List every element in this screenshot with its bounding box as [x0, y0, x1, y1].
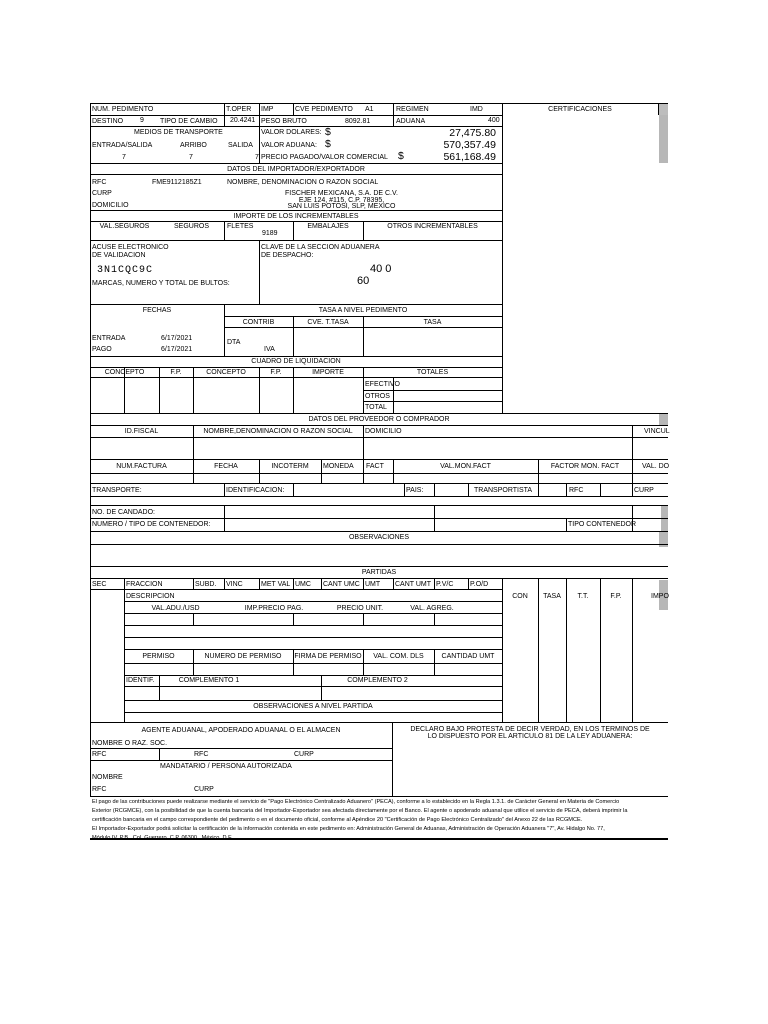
imp-precio-label: IMP.PRECIO PAG.	[244, 605, 304, 612]
domicilio-line2: SAN LUIS POTOSI, SLP, MEXICO	[287, 203, 396, 210]
entrada-salida-value: 7	[122, 154, 126, 161]
proveedor-nombre-label: NOMBRE,DENOMINACION O RAZON SOCIAL	[203, 428, 353, 435]
nombre-raz-label: NOMBRE O RAZ. SOC.	[92, 740, 168, 747]
complemento1-label: COMPLEMENTO 1	[178, 677, 240, 684]
arribo-label: ARRIBO	[180, 142, 207, 149]
fp-label: F.P.	[170, 369, 182, 376]
val-dolares-label: VAL. DO	[642, 463, 670, 470]
seguros-label: SEGUROS	[173, 223, 209, 230]
val-mon-fact-label: VAL.MON.FACT	[440, 463, 491, 470]
totales-label: TOTALES	[416, 369, 449, 376]
importe-label: IMPORTE	[312, 369, 344, 376]
peso-bruto-value: 8092.81	[345, 118, 371, 125]
valor-aduana-label: VALOR ADUANA:	[261, 142, 317, 149]
transporte-rfc-label: RFC	[569, 487, 584, 494]
liquidacion-section-title: CUADRO DE LIQUIDACION	[251, 358, 341, 365]
met-val-label: MET VAL	[261, 581, 291, 588]
dta-label: DTA	[227, 339, 241, 346]
clave-label-2: DE DESPACHO:	[261, 252, 314, 259]
fp-label-2: F.P.	[270, 369, 282, 376]
t-oper-value: IMP	[261, 106, 274, 113]
arribo-value: 7	[189, 154, 193, 161]
pod-label: P.O/D	[470, 581, 489, 588]
subd-label: SUBD.	[195, 581, 217, 588]
cve-tasa-label: CVE. T.TASA	[307, 319, 349, 326]
fletes-label: FLETES	[227, 223, 254, 230]
legal-line: El pago de las contribuciones puede realizarse mediante el servicio de "Pago Electrónico Centralizado Aduanero" (PECA), conforme a lo establecido en la Regla 1.3.1. de Carácter General en Materia de Comercio	[92, 799, 620, 805]
declaro-line1: DECLARO BAJO PROTESTA DE DECIR VERDAD, EN LOS TERMINOS DE	[410, 726, 650, 733]
certificaciones-label: CERTIFICACIONES	[548, 106, 612, 113]
factor-mon-fact-label: FACTOR MON. FACT	[550, 463, 620, 470]
legal-line: El Importador-Exportador podrá solicitar la certificación de la información contenida en este pedimento en: Administración General de Aduanas, Administración de Operación Aduanera "7", Av. Hidalgo No. 77,	[92, 826, 605, 832]
rfc-label: RFC	[92, 179, 107, 186]
acuse-label-2: DE VALIDACION	[92, 252, 146, 259]
obs-partida-label: OBSERVACIONES A NIVEL PARTIDA	[253, 703, 373, 710]
declaro-line2: LO DISPUESTO POR EL ARTICULO 81 DE LA LEY ADUANERA:	[427, 733, 633, 740]
iva-label: IVA	[264, 346, 275, 353]
proveedor-domicilio-label: DOMICILIO	[365, 428, 402, 435]
nombre-label: NOMBRE, DENOMINACION O RAZON SOCIAL	[227, 179, 379, 186]
tasa-col-label: TASA	[423, 319, 442, 326]
entrada-salida-label: ENTRADA/SALIDA	[92, 142, 153, 149]
concepto-label: CONCEPTO	[104, 369, 145, 376]
pais-label: PAIS:	[406, 487, 424, 494]
partida-tasa-label: TASA	[543, 593, 561, 600]
cve-pedimento-label: CVE PEDIMENTO	[295, 106, 353, 113]
salida-value: 7	[255, 154, 259, 161]
gray-edge	[659, 103, 668, 115]
observaciones-label: OBSERVACIONES	[348, 534, 410, 541]
identificacion-label: IDENTIFICACION:	[226, 487, 285, 494]
pago-value: 6/17/2021	[161, 346, 193, 353]
cve-pedimento-value: A1	[365, 106, 374, 113]
pvc-label: P.V/C	[436, 581, 454, 588]
vinculacion-label: VINCUL	[644, 428, 670, 435]
marcas-label: MARCAS, NUMERO Y TOTAL DE BULTOS:	[92, 280, 230, 287]
clave-label: CLAVE DE LA SECCION ADUANERA	[261, 244, 380, 251]
otros-incrementables-label: OTROS INCREMENTABLES	[387, 223, 478, 230]
fact-label: FACT	[366, 463, 384, 470]
legal-line: Exterior (RCGMCE), con la posibilidad de que la cuenta bancaria del Importador-Exportador sea afectada directamente por el Banco. El agente o apoderado aduanal que utilice el servicio de PECA, deberá imprimir la	[92, 808, 628, 814]
agente-rfc-label-2: RFC	[194, 751, 209, 758]
razon-social-value: FISCHER MEXICANA, S.A. DE C.V.	[285, 190, 398, 197]
efectivo-label: EFECTIVO	[365, 381, 401, 388]
firma-permiso-label: FIRMA DE PERMISO	[294, 653, 362, 660]
valor-dolares-label: VALOR DOLARES:	[261, 129, 322, 136]
acuse-value: 3N1CQC9C	[97, 265, 154, 276]
incoterm-label: INCOTERM	[271, 463, 309, 470]
regimen-label: REGIMEN	[396, 106, 429, 113]
mandatario-rfc-label: RFC	[92, 786, 107, 793]
bultos-value: 60	[357, 275, 370, 287]
agente-title: AGENTE ADUANAL, APODERADO ADUANAL O EL ALMACEN	[141, 727, 341, 734]
destino-label: DESTINO	[92, 118, 124, 125]
num-factura-label: NUM.FACTURA	[116, 463, 167, 470]
dollar-sign: $	[325, 138, 331, 150]
fecha-label: FECHA	[214, 463, 238, 470]
precio-pagado-value: 561,168.49	[443, 151, 496, 163]
tipo-cambio-value: 20.4241	[230, 117, 256, 124]
fraccion-label: FRACCION	[126, 581, 163, 588]
aduana-label: ADUANA	[396, 118, 426, 125]
transporte-label: TRANSPORTE:	[92, 487, 142, 494]
partidas-section-title: PARTIDAS	[361, 569, 397, 576]
mandatario-label: MANDATARIO / PERSONA AUTORIZADA	[160, 763, 292, 770]
cant-umt-label: CANT UMT	[395, 581, 432, 588]
concepto-label-2: CONCEPTO	[206, 369, 246, 376]
precio-pagado-label: PRECIO PAGADO/VALOR COMERCIAL	[261, 154, 388, 161]
impo-label: IMPO	[651, 593, 669, 600]
legal-line: certificación bancaria en el campo correspondiente del pedimento o en el documento oficial, conforme al Apéndice 20 "Certificación de Pago Electrónico Centralizado" del Anexo 22 de las RCGMCE.	[92, 817, 583, 823]
con-label: CON	[512, 593, 528, 600]
domicilio-label: DOMICILIO	[92, 202, 129, 209]
num-pedimento-label: NUM. PEDIMENTO	[92, 106, 154, 113]
legal-line: Módulo IV, P.B., Col. Guerrero, C.P. 06300., México, D.F.	[92, 835, 233, 841]
aduana-value: 400	[488, 117, 500, 124]
val-adu-label: VAL.ADU./USD	[151, 605, 200, 612]
regimen-value: IMD	[470, 106, 483, 113]
numero-permiso-label: NUMERO DE PERMISO	[204, 653, 282, 660]
embalajes-label: EMBALAJES	[307, 223, 349, 230]
contenedor-label: NUMERO / TIPO DE CONTENEDOR:	[92, 521, 211, 528]
dollar-sign: $	[325, 126, 331, 138]
identif-label: IDENTIF.	[126, 677, 155, 684]
proveedor-section-title: DATOS DEL PROVEEDOR O COMPRADOR	[308, 416, 450, 423]
mandatario-curp-label: CURP	[194, 786, 214, 793]
agente-curp-label: CURP	[294, 751, 314, 758]
precio-unit-label: PRECIO UNIT.	[336, 605, 384, 612]
fechas-label: FECHAS	[142, 307, 172, 314]
complemento2-label: COMPLEMENTO 2	[347, 677, 408, 684]
transportista-label: TRANSPORTISTA	[474, 487, 533, 494]
valor-dolares-value: 27,475.80	[449, 127, 496, 139]
val-com-dls-label: VAL. COM. DLS	[373, 653, 424, 660]
otros-label: OTROS	[365, 393, 390, 400]
incrementables-section-title: IMPORTE DE LOS INCREMENTABLES	[233, 213, 359, 220]
domicilio-line1: EJE 124, #115, C.P. 78395,	[298, 197, 385, 204]
partida-fp-label: F.P.	[610, 593, 622, 600]
total-label: TOTAL	[365, 404, 387, 411]
rfc-value: FME9112185Z1	[152, 179, 202, 186]
valor-aduana-value: 570,357.49	[443, 139, 496, 151]
candado-label: NO. DE CANDADO:	[92, 509, 156, 516]
medios-transporte-label: MEDIOS DE TRANSPORTE	[134, 129, 223, 136]
transporte-curp-label: CURP	[634, 487, 654, 494]
tipo-cambio-label: TIPO DE CAMBIO	[160, 118, 218, 125]
entrada-value: 6/17/2021	[161, 335, 193, 342]
sec-label: SEC	[92, 581, 107, 588]
umc-label: UMC	[295, 581, 311, 588]
destino-value: 9	[140, 117, 144, 124]
permiso-label: PERMISO	[142, 653, 175, 660]
vinc-label: VINC	[226, 581, 243, 588]
descripcion-label: DESCRIPCION	[126, 593, 175, 600]
legal-notice	[92, 798, 667, 843]
tipo-contenedor-label: TIPO CONTENEDOR	[568, 521, 637, 528]
cant-umc-label: CANT UMC	[323, 581, 360, 588]
val-seguros-label: VAL.SEGUROS	[99, 223, 150, 230]
importador-section-title: DATOS DEL IMPORTADOR/EXPORTADOR	[227, 166, 365, 173]
t-oper-label: T.OPER	[226, 106, 252, 113]
salida-label: SALIDA	[228, 142, 253, 149]
acuse-label: ACUSE ELECTRONICO	[92, 244, 169, 251]
tasa-nivel-label: TASA A NIVEL PEDIMENTO	[318, 307, 408, 314]
pago-label: PAGO	[92, 346, 112, 353]
mandatario-nombre-label: NOMBRE	[92, 774, 123, 781]
fletes-value: 9189	[262, 230, 278, 237]
agente-rfc-label: RFC	[92, 751, 107, 758]
clave-value: 40 0	[370, 263, 392, 275]
id-fiscal-label: ID.FISCAL	[124, 428, 159, 435]
peso-bruto-label: PESO BRUTO	[261, 118, 307, 125]
umt-label: UMT	[365, 581, 381, 588]
contrib-label: CONTRIB	[242, 319, 275, 326]
val-agreg-label: VAL. AGREG.	[410, 605, 454, 612]
dollar-sign: $	[398, 150, 404, 162]
gray-edge	[659, 115, 668, 163]
tt-label: T.T.	[577, 593, 589, 600]
entrada-label: ENTRADA	[92, 335, 126, 342]
curp-label: CURP	[92, 190, 112, 197]
moneda-label: MONEDA	[323, 463, 354, 470]
cantidad-umt-label: CANTIDAD UMT	[441, 653, 495, 660]
